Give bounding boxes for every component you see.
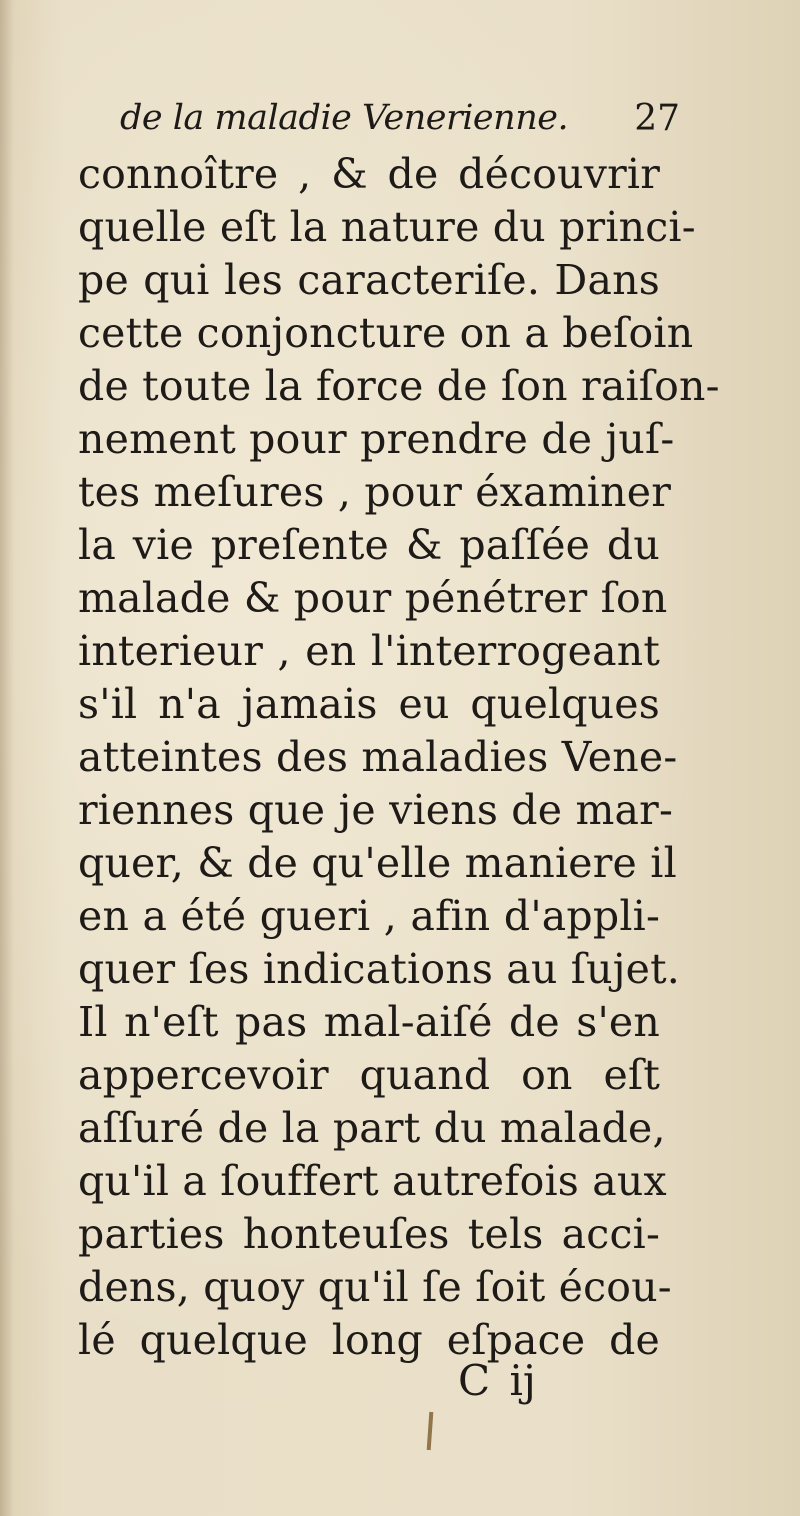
text-line: de toute la force de ſon raiſon- [78, 362, 720, 410]
ink-mark [427, 1412, 434, 1450]
text-line: aſſuré de la part du malade, [78, 1104, 666, 1152]
text-line: riennes que je viens de mar- [78, 786, 674, 834]
text-line: dens, quoy qu'il ſe ſoit écou- [78, 1263, 672, 1311]
text-line: pe qui les caracteriſe. Dans [78, 256, 660, 304]
text-line: atteintes des maladies Vene- [78, 733, 678, 781]
page-number: 27 [634, 98, 680, 139]
text-line: connoître , & de découvrir [78, 150, 660, 198]
page-header [120, 98, 680, 148]
body-text [78, 148, 720, 1367]
text-line: quer ſes indications au ſujet. [78, 945, 681, 993]
text-line: nement pour prendre de juſ- [78, 415, 675, 463]
text-line: qu'il a ſouffert autrefois aux [78, 1157, 667, 1205]
text-line: parties honteuſes tels acci- [78, 1210, 660, 1258]
page-binding-shadow [0, 0, 14, 1516]
text-line: appercevoir quand on eſt [78, 1051, 660, 1099]
signature-mark: C ij [458, 1356, 536, 1405]
text-line: en a été gueri , afin d'appli- [78, 892, 660, 940]
text-line: Il n'eſt pas mal-aiſé de s'en [78, 998, 660, 1046]
text-line: quelle eſt la nature du princi- [78, 203, 696, 251]
text-line: s'il n'a jamais eu quelques [78, 680, 660, 728]
text-line: lé quelque long eſpace de [78, 1316, 660, 1364]
text-line: tes meſures , pour éxaminer [78, 468, 671, 516]
text-line: cette conjoncture on a beſoin [78, 309, 694, 357]
text-line: interieur , en l'interrogeant [78, 627, 660, 675]
text-line: la vie preſente & paſſée du [78, 521, 660, 569]
running-title: de la maladie Venerienne. [120, 98, 569, 138]
text-line: quer, & de qu'elle maniere il [78, 839, 677, 887]
text-line: malade & pour pénétrer ſon [78, 574, 668, 622]
